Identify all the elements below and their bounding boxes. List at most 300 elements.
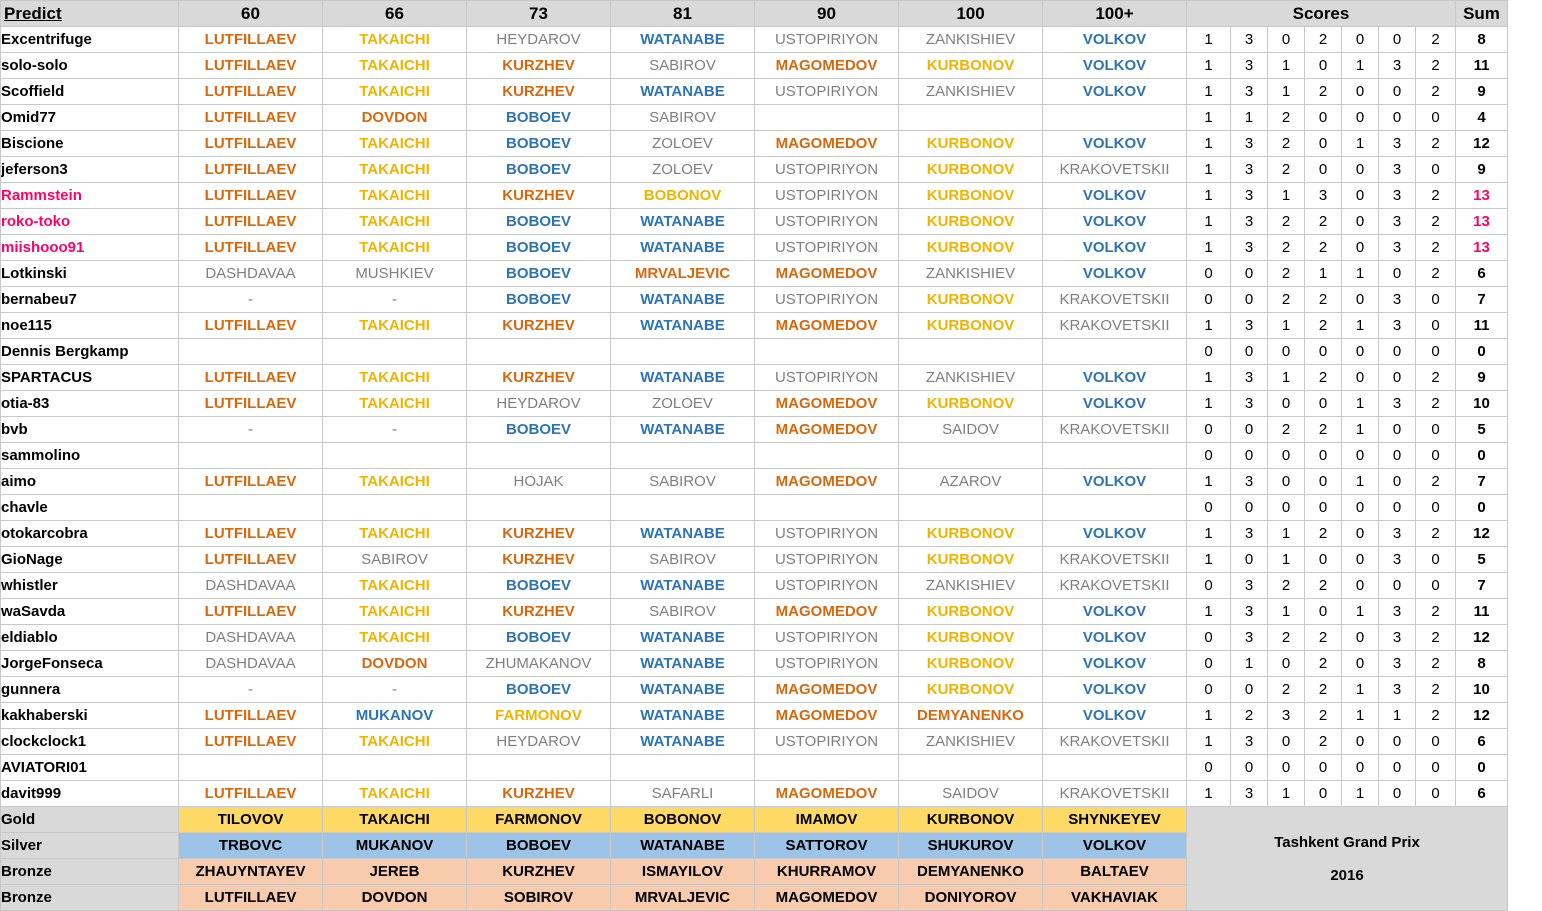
prediction-cell: KURZHEV (467, 53, 611, 79)
prediction-cell: SABIROV (611, 547, 755, 573)
user-name: bernabeu7 (1, 287, 179, 313)
score-cell: 0 (1342, 287, 1379, 313)
user-name: waSavda (1, 599, 179, 625)
user-name: otia-83 (1, 391, 179, 417)
score-cell: 2 (1416, 235, 1456, 261)
score-cell: 2 (1305, 625, 1342, 651)
score-cell: 0 (1379, 495, 1416, 521)
score-cell: 2 (1305, 677, 1342, 703)
score-cell: 0 (1416, 287, 1456, 313)
prediction-cell: BOBOEV (467, 573, 611, 599)
prediction-cell: WATANABE (611, 235, 755, 261)
sum-cell: 0 (1456, 339, 1508, 365)
score-cell: 3 (1379, 53, 1416, 79)
score-cell: 0 (1187, 339, 1231, 365)
score-cell: 1 (1342, 599, 1379, 625)
table-row (1, 417, 1508, 443)
score-cell: 1 (1268, 781, 1305, 807)
prediction-cell: KRAKOVETSKII (1043, 573, 1187, 599)
table-row (1, 547, 1508, 573)
prediction-cell (467, 339, 611, 365)
weight-category-header: 60 (179, 1, 323, 27)
prediction-cell: DASHDAVAA (179, 573, 323, 599)
score-cell: 1 (1342, 391, 1379, 417)
prediction-cell: WATANABE (611, 287, 755, 313)
prediction-cell: KURBONOV (899, 547, 1043, 573)
prediction-cell: WATANABE (611, 521, 755, 547)
prediction-cell: TAKAICHI (323, 53, 467, 79)
prediction-cell: BOBOEV (467, 105, 611, 131)
table-row (1, 183, 1508, 209)
prediction-cell: KURBONOV (899, 599, 1043, 625)
prediction-cell: LUTFILLAEV (179, 391, 323, 417)
prediction-cell (467, 755, 611, 781)
prediction-cell: TAKAICHI (323, 235, 467, 261)
table-row (1, 677, 1508, 703)
prediction-cell: TAKAICHI (323, 521, 467, 547)
prediction-cell: SABIROV (323, 547, 467, 573)
score-cell: 0 (1342, 547, 1379, 573)
score-cell: 0 (1187, 755, 1231, 781)
prediction-cell: KURZHEV (467, 547, 611, 573)
score-cell: 0 (1231, 261, 1268, 287)
user-name: jeferson3 (1, 157, 179, 183)
prediction-cell: ZANKISHIEV (899, 79, 1043, 105)
score-cell: 1 (1187, 599, 1231, 625)
score-cell: 0 (1379, 339, 1416, 365)
score-cell: 2 (1416, 677, 1456, 703)
score-cell: 1 (1187, 79, 1231, 105)
prediction-cell: LUTFILLAEV (179, 599, 323, 625)
sum-cell: 7 (1456, 573, 1508, 599)
table-row (1, 521, 1508, 547)
prediction-cell: HEYDAROV (467, 729, 611, 755)
prediction-cell: VOLKOV (1043, 469, 1187, 495)
score-cell: 0 (1187, 573, 1231, 599)
score-cell: 2 (1268, 157, 1305, 183)
score-cell: 1 (1187, 235, 1231, 261)
sum-cell: 12 (1456, 625, 1508, 651)
medalist-cell: ISMAYILOV (611, 859, 755, 885)
prediction-cell (323, 339, 467, 365)
score-cell: 2 (1416, 27, 1456, 53)
prediction-cell: USTOPIRIYON (755, 27, 899, 53)
score-cell: 3 (1379, 235, 1416, 261)
prediction-cell: USTOPIRIYON (755, 651, 899, 677)
user-name: Rammstein (1, 183, 179, 209)
user-name: clockclock1 (1, 729, 179, 755)
medalist-cell: VOLKOV (1043, 833, 1187, 859)
prediction-cell: SABIROV (611, 469, 755, 495)
score-cell: 3 (1231, 157, 1268, 183)
prediction-cell: DASHDAVAA (179, 651, 323, 677)
score-cell: 2 (1268, 131, 1305, 157)
score-cell: 0 (1379, 573, 1416, 599)
user-name: GioNage (1, 547, 179, 573)
score-cell: 2 (1416, 53, 1456, 79)
score-cell: 0 (1416, 443, 1456, 469)
score-cell: 0 (1342, 755, 1379, 781)
score-cell: 3 (1379, 183, 1416, 209)
sum-cell: 7 (1456, 287, 1508, 313)
table-row (1, 781, 1508, 807)
prediction-cell: VOLKOV (1043, 625, 1187, 651)
prediction-cell: LUTFILLAEV (179, 469, 323, 495)
sum-cell: 9 (1456, 365, 1508, 391)
prediction-cell: USTOPIRIYON (755, 365, 899, 391)
score-cell: 1 (1187, 209, 1231, 235)
prediction-cell: ZOLOEV (611, 391, 755, 417)
sum-header: Sum (1456, 1, 1508, 27)
score-cell: 0 (1268, 651, 1305, 677)
score-cell: 1 (1342, 261, 1379, 287)
medalist-cell: KURBONOV (899, 807, 1043, 833)
prediction-cell (899, 495, 1043, 521)
score-cell: 2 (1268, 209, 1305, 235)
prediction-cell (755, 339, 899, 365)
medalist-cell: ZHAUYNTAYEV (179, 859, 323, 885)
sum-cell: 8 (1456, 27, 1508, 53)
prediction-cell: KRAKOVETSKII (1043, 781, 1187, 807)
score-cell: 3 (1231, 365, 1268, 391)
user-name: davit999 (1, 781, 179, 807)
prediction-cell: LUTFILLAEV (179, 365, 323, 391)
table-row (1, 339, 1508, 365)
prediction-cell: DASHDAVAA (179, 625, 323, 651)
prediction-cell (179, 755, 323, 781)
prediction-cell: ZANKISHIEV (899, 729, 1043, 755)
score-cell: 1 (1379, 703, 1416, 729)
score-cell: 2 (1268, 235, 1305, 261)
score-cell: 1 (1187, 469, 1231, 495)
prediction-cell: KURBONOV (899, 391, 1043, 417)
score-cell: 2 (1416, 79, 1456, 105)
weight-category-header: 73 (467, 1, 611, 27)
prediction-cell: VOLKOV (1043, 53, 1187, 79)
score-cell: 0 (1305, 339, 1342, 365)
score-cell: 2 (1268, 625, 1305, 651)
sum-cell: 0 (1456, 755, 1508, 781)
prediction-cell: USTOPIRIYON (755, 235, 899, 261)
prediction-cell: USTOPIRIYON (755, 287, 899, 313)
sum-cell: 5 (1456, 417, 1508, 443)
score-cell: 2 (1416, 261, 1456, 287)
prediction-cell: KRAKOVETSKII (1043, 313, 1187, 339)
prediction-cell: MRVALJEVIC (611, 261, 755, 287)
prediction-cell: LUTFILLAEV (179, 27, 323, 53)
prediction-cell: KURBONOV (899, 651, 1043, 677)
medal-label: Gold (1, 807, 179, 833)
prediction-cell: ZANKISHIEV (899, 27, 1043, 53)
medalist-cell: BOBOEV (467, 833, 611, 859)
score-cell: 2 (1305, 313, 1342, 339)
prediction-cell: BOBOEV (467, 625, 611, 651)
prediction-cell (179, 443, 323, 469)
medalist-cell: WATANABE (611, 833, 755, 859)
prediction-cell (611, 495, 755, 521)
prediction-cell (611, 339, 755, 365)
prediction-cell: VOLKOV (1043, 131, 1187, 157)
sum-cell: 0 (1456, 443, 1508, 469)
prediction-cell (899, 339, 1043, 365)
score-cell: 2 (1305, 573, 1342, 599)
prediction-cell: LUTFILLAEV (179, 703, 323, 729)
prediction-cell: KURBONOV (899, 287, 1043, 313)
prediction-cell: VOLKOV (1043, 703, 1187, 729)
score-cell: 0 (1379, 79, 1416, 105)
sum-cell: 8 (1456, 651, 1508, 677)
user-name: AVIATORI01 (1, 755, 179, 781)
sum-cell: 0 (1456, 495, 1508, 521)
prediction-cell (899, 755, 1043, 781)
score-cell: 0 (1416, 573, 1456, 599)
sum-cell: 6 (1456, 729, 1508, 755)
score-cell: 1 (1187, 157, 1231, 183)
score-cell: 2 (1416, 703, 1456, 729)
prediction-cell: ZHUMAKANOV (467, 651, 611, 677)
score-cell: 3 (1231, 599, 1268, 625)
prediction-cell (467, 443, 611, 469)
score-cell: 0 (1231, 287, 1268, 313)
score-cell: 2 (1416, 183, 1456, 209)
score-cell: 1 (1268, 79, 1305, 105)
score-cell: 2 (1416, 365, 1456, 391)
score-cell: 2 (1416, 599, 1456, 625)
prediction-cell: KURZHEV (467, 79, 611, 105)
user-name: Omid77 (1, 105, 179, 131)
prediction-cell: TAKAICHI (323, 573, 467, 599)
score-cell: 0 (1268, 339, 1305, 365)
score-cell: 2 (1305, 417, 1342, 443)
score-cell: 0 (1268, 495, 1305, 521)
user-name: Dennis Bergkamp (1, 339, 179, 365)
prediction-cell: WATANABE (611, 209, 755, 235)
score-cell: 0 (1187, 677, 1231, 703)
score-cell: 3 (1379, 599, 1416, 625)
score-cell: 0 (1342, 729, 1379, 755)
score-cell: 0 (1231, 547, 1268, 573)
prediction-cell: VOLKOV (1043, 651, 1187, 677)
score-cell: 2 (1231, 703, 1268, 729)
user-name: Lotkinski (1, 261, 179, 287)
medalist-cell: TAKAICHI (323, 807, 467, 833)
sum-cell: 12 (1456, 521, 1508, 547)
score-cell: 0 (1342, 521, 1379, 547)
prediction-cell: BOBOEV (467, 261, 611, 287)
score-cell: 0 (1342, 209, 1379, 235)
prediction-cell: WATANABE (611, 729, 755, 755)
score-cell: 3 (1268, 703, 1305, 729)
prediction-cell: USTOPIRIYON (755, 183, 899, 209)
prediction-cell (611, 755, 755, 781)
score-cell: 2 (1416, 209, 1456, 235)
prediction-cell: - (179, 287, 323, 313)
prediction-cell: LUTFILLAEV (179, 131, 323, 157)
medalist-cell: TRBOVC (179, 833, 323, 859)
score-cell: 0 (1379, 755, 1416, 781)
sum-cell: 4 (1456, 105, 1508, 131)
user-name: Excentrifuge (1, 27, 179, 53)
user-name: bvb (1, 417, 179, 443)
prediction-cell: TAKAICHI (323, 469, 467, 495)
prediction-cell: LUTFILLAEV (179, 313, 323, 339)
prediction-cell: LUTFILLAEV (179, 105, 323, 131)
table-row (1, 573, 1508, 599)
score-cell: 1 (1268, 365, 1305, 391)
prediction-cell: KURZHEV (467, 521, 611, 547)
medalist-cell: KHURRAMOV (755, 859, 899, 885)
score-cell: 0 (1416, 755, 1456, 781)
prediction-cell: LUTFILLAEV (179, 53, 323, 79)
score-cell: 0 (1231, 677, 1268, 703)
score-cell: 0 (1305, 157, 1342, 183)
medalist-cell: KURZHEV (467, 859, 611, 885)
sum-cell: 6 (1456, 261, 1508, 287)
prediction-cell: KURZHEV (467, 183, 611, 209)
prediction-cell: KURZHEV (467, 313, 611, 339)
prediction-cell (1043, 443, 1187, 469)
score-cell: 0 (1342, 625, 1379, 651)
score-cell: 0 (1231, 339, 1268, 365)
score-cell: 2 (1416, 391, 1456, 417)
prediction-cell: - (179, 677, 323, 703)
medalist-cell: FARMONOV (467, 807, 611, 833)
prediction-cell (323, 443, 467, 469)
prediction-cell: VOLKOV (1043, 183, 1187, 209)
score-cell: 0 (1231, 755, 1268, 781)
score-cell: 0 (1305, 599, 1342, 625)
score-cell: 0 (1187, 651, 1231, 677)
prediction-cell: MUSHKIEV (323, 261, 467, 287)
prediction-cell: ZANKISHIEV (899, 365, 1043, 391)
prediction-cell: KRAKOVETSKII (1043, 547, 1187, 573)
prediction-cell: HEYDAROV (467, 27, 611, 53)
score-cell: 1 (1187, 105, 1231, 131)
table-row (1, 391, 1508, 417)
score-cell: 2 (1268, 105, 1305, 131)
score-cell: 3 (1231, 469, 1268, 495)
table-row (1, 729, 1508, 755)
score-cell: 0 (1416, 157, 1456, 183)
score-cell: 2 (1305, 651, 1342, 677)
score-cell: 2 (1268, 417, 1305, 443)
score-cell: 0 (1305, 755, 1342, 781)
prediction-cell: BOBOEV (467, 235, 611, 261)
prediction-cell: MAGOMEDOV (755, 391, 899, 417)
prediction-cell: FARMONOV (467, 703, 611, 729)
medalist-cell: DONIYOROV (899, 885, 1043, 911)
score-cell: 1 (1268, 599, 1305, 625)
score-cell: 2 (1305, 79, 1342, 105)
score-cell: 0 (1416, 417, 1456, 443)
sum-cell: 9 (1456, 157, 1508, 183)
user-name: whistler (1, 573, 179, 599)
prediction-cell: TAKAICHI (323, 27, 467, 53)
prediction-cell: WATANABE (611, 625, 755, 651)
prediction-cell: KRAKOVETSKII (1043, 729, 1187, 755)
medalist-cell: SHYNKEYEV (1043, 807, 1187, 833)
prediction-cell: BOBOEV (467, 157, 611, 183)
score-cell: 3 (1379, 131, 1416, 157)
score-cell: 0 (1379, 469, 1416, 495)
score-cell: 0 (1416, 313, 1456, 339)
score-cell: 3 (1231, 391, 1268, 417)
prediction-cell (755, 105, 899, 131)
score-cell: 1 (1187, 313, 1231, 339)
score-cell: 0 (1187, 261, 1231, 287)
prediction-cell: USTOPIRIYON (755, 573, 899, 599)
score-cell: 3 (1379, 651, 1416, 677)
score-cell: 2 (1268, 573, 1305, 599)
score-cell: 0 (1268, 443, 1305, 469)
score-cell: 2 (1416, 469, 1456, 495)
table-row (1, 443, 1508, 469)
prediction-cell: KURBONOV (899, 131, 1043, 157)
prediction-cell (323, 495, 467, 521)
prediction-cell: WATANABE (611, 365, 755, 391)
prediction-cell: TAKAICHI (323, 79, 467, 105)
prediction-cell (1043, 495, 1187, 521)
score-cell: 0 (1231, 417, 1268, 443)
prediction-cell: ZANKISHIEV (899, 261, 1043, 287)
user-name: sammolino (1, 443, 179, 469)
prediction-cell: USTOPIRIYON (755, 79, 899, 105)
prediction-cell: WATANABE (611, 703, 755, 729)
score-cell: 3 (1379, 677, 1416, 703)
table-row (1, 79, 1508, 105)
sum-cell: 11 (1456, 313, 1508, 339)
score-cell: 1 (1187, 781, 1231, 807)
score-cell: 0 (1187, 287, 1231, 313)
score-cell: 1 (1187, 53, 1231, 79)
medal-label: Bronze (1, 885, 179, 911)
score-cell: 2 (1268, 287, 1305, 313)
weight-category-header: 90 (755, 1, 899, 27)
score-cell: 0 (1305, 53, 1342, 79)
prediction-cell: BOBONOV (611, 183, 755, 209)
prediction-cell: USTOPIRIYON (755, 209, 899, 235)
prediction-cell: AZAROV (899, 469, 1043, 495)
score-cell: 0 (1416, 339, 1456, 365)
score-cell: 2 (1416, 651, 1456, 677)
table-row (1, 131, 1508, 157)
score-cell: 1 (1342, 131, 1379, 157)
prediction-cell: SAIDOV (899, 417, 1043, 443)
sum-cell: 5 (1456, 547, 1508, 573)
score-cell: 1 (1268, 183, 1305, 209)
sum-cell: 12 (1456, 703, 1508, 729)
prediction-cell: - (323, 417, 467, 443)
sum-cell: 12 (1456, 131, 1508, 157)
score-cell: 0 (1305, 547, 1342, 573)
sum-cell: 7 (1456, 469, 1508, 495)
prediction-cell: MAGOMEDOV (755, 469, 899, 495)
score-cell: 3 (1231, 729, 1268, 755)
score-cell: 0 (1342, 365, 1379, 391)
prediction-cell: MAGOMEDOV (755, 703, 899, 729)
prediction-cell: MAGOMEDOV (755, 131, 899, 157)
prediction-cell (755, 443, 899, 469)
user-name: roko-toko (1, 209, 179, 235)
sum-cell: 13 (1456, 209, 1508, 235)
prediction-cell: USTOPIRIYON (755, 547, 899, 573)
score-cell: 0 (1305, 131, 1342, 157)
table-row (1, 209, 1508, 235)
score-cell: 1 (1268, 547, 1305, 573)
prediction-cell: SABIROV (611, 105, 755, 131)
sum-cell: 13 (1456, 235, 1508, 261)
weight-category-header: 81 (611, 1, 755, 27)
